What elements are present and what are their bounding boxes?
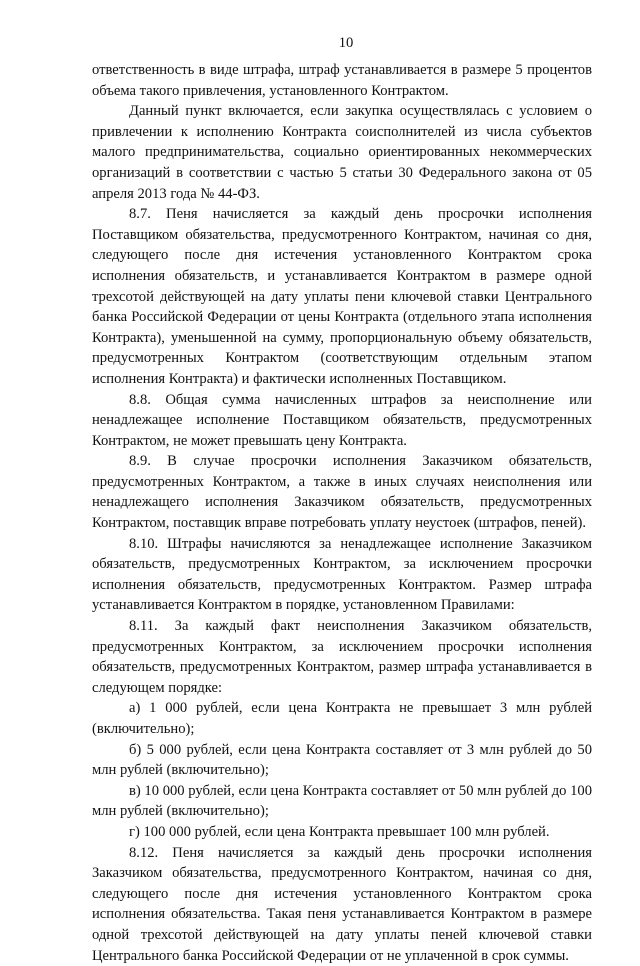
paragraph-smp-note: Данный пункт включается, если закупка осуществлялась с условием о привлечении к исполнению Контракта соисполнителей из числа субъектов малого предпринимательства, социально ориентированных некоммерческих организаций в соответствии с частью 5 статьи 30 Федерального закона от 05 апреля 2013 года № 44-ФЗ. bbox=[92, 103, 592, 202]
page-number: 10 bbox=[338, 35, 354, 51]
paragraph-8-12: 8.12. Пеня начисляется за каждый день просрочки исполнения Заказчиком обязательства, предусмотренного Контрактом, начиная со дня, следующего после дня истечения установленного Контрактом срока исполнения обязательства. Такая пеня устанавливается Контрактом в размере одной трехсотой действующей на дату уплаты пеней ключевой ставки Центрального банка Российской Федерации от не уплаченной в срок суммы. bbox=[92, 844, 592, 964]
paragraph-8-11: 8.11. За каждый факт неисполнения Заказчиком обязательств, предусмотренных Контрактом, за исключением просрочки исполнения обязательств, предусмотренных Контрактом, размер штрафа устанавливается в следующем порядке: bbox=[92, 618, 592, 696]
list-item-a: а) 1 000 рублей, если цена Контракта не превышает 3 млн рублей (включительно); bbox=[92, 700, 592, 737]
list-item-b: б) 5 000 рублей, если цена Контракта составляет от 3 млн рублей до 50 млн рублей (включительно); bbox=[92, 741, 592, 779]
paragraph-8-8: 8.8. Общая сумма начисленных штрафов за неисполнение или ненадлежащее исполнение Поставщиком обязательств, предусмотренных Контрактом, не может превышать цену Контракта. bbox=[92, 391, 592, 449]
paragraph-8-9: 8.9. В случае просрочки исполнения Заказчиком обязательств, предусмотренных Контрактом, а также в иных случаях неисполнения или ненадлежащего исполнения Заказчиком обязательств, предусмотренных Контрактом, поставщик вправе потребовать уплату неустоек (штрафов, пеней). bbox=[92, 453, 592, 532]
list-item-g: г) 100 000 рублей, если цена Контракта превышает 100 млн рублей. bbox=[129, 823, 550, 840]
paragraph-8-7: 8.7. Пеня начисляется за каждый день просрочки исполнения Поставщиком обязательства, предусмотренного Контрактом, начиная со дня, следующего после дня истечения установленного Контрактом срока исполнения обязательств, и устанавливается Контрактом в размере одной трехсотой действующей на дату уплаты пени ключевой ставки Центрального банка Российской Федерации от цены Контракта (отдельного этапа исполнения Контракта), уменьшенной на сумму, пропорциональную объему обязательств, предусмотренных Контрактом (соответствующим отдельным этапом исполнения Контракта) и фактически исполненных Поставщиком. bbox=[92, 206, 592, 387]
paragraph-continuation: ответственность в виде штрафа, штраф устанавливается в размере 5 процентов объема такого привлечения, установленного Контрактом. bbox=[92, 62, 592, 99]
list-item-v: в) 10 000 рублей, если цена Контракта составляет от 50 млн рублей до 100 млн рублей (включительно); bbox=[92, 782, 592, 820]
paragraph-8-10: 8.10. Штрафы начисляются за ненадлежащее исполнение Заказчиком обязательств, предусмотренных Контрактом, за исключением просрочки исполнения обязательств, предусмотренных Контрактом. Размер штрафа устанавливается Контрактом в порядке, установленном Правилами: bbox=[92, 535, 592, 614]
